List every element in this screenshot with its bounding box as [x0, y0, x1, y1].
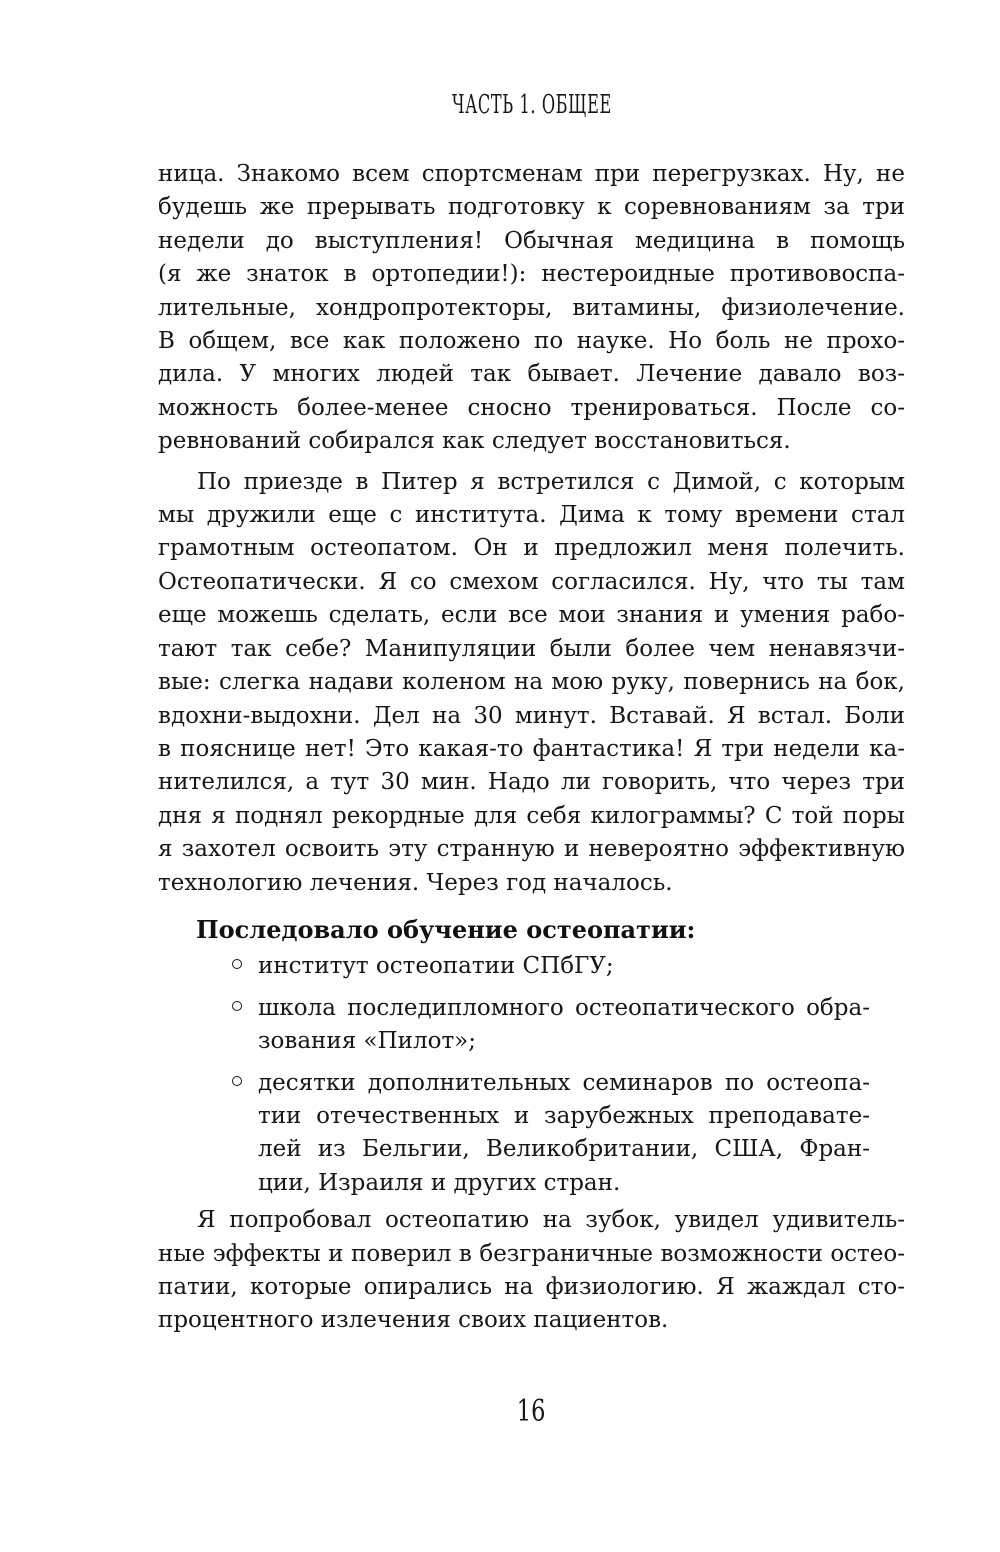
- bullet-item-text: [258, 1067, 870, 1201]
- text-line: лительные, хондропротекторы, витамины, физиолечение.: [158, 294, 905, 321]
- text-line: дила. У многих людей так бывает. Лечение давало воз-: [158, 361, 905, 388]
- list-heading: Последовало обучение остеопатии:: [196, 914, 696, 944]
- text-line: тии отечественных и зарубежных преподавате-: [258, 1102, 870, 1129]
- text-line: процентного излечения своих пациентов.: [158, 1307, 669, 1334]
- text-line: дня я поднял рекордные для себя килограммы? С той поры: [158, 802, 905, 829]
- text-line: ции, Израиля и других стран.: [258, 1169, 621, 1196]
- text-line: В общем, все как положено по науке. Но боль не прохо-: [158, 328, 905, 355]
- text-line: тают так себе? Манипуляции были более чем ненавязчи-: [158, 635, 905, 662]
- text-line: институт остеопатии СПбГУ;: [258, 953, 614, 980]
- bullet-circle-icon: [232, 1001, 242, 1011]
- text-line: лей из Бельгии, Великобритании, США, Фран-: [258, 1136, 870, 1163]
- body-paragraphs: [158, 158, 905, 900]
- bullet-item-text: [258, 950, 870, 983]
- text-block: [158, 158, 905, 1338]
- text-line: Остеопатически. Я со смехом согласился. Ну, что ты там: [158, 568, 905, 595]
- paragraph: [158, 158, 905, 459]
- bullet-list-item: [158, 992, 870, 1059]
- running-header-text: ЧАСТЬ 1. ОБЩЕЕ: [451, 90, 612, 120]
- bullet-list: [158, 950, 905, 1200]
- bullet-list-item: [158, 1067, 870, 1201]
- text-line: По приезде в Питер я встретился с Димой, с которым: [197, 468, 905, 495]
- text-line: ница. Знакомо всем спортсменам при перегрузках. Ну, не: [158, 161, 905, 187]
- running-header: [158, 90, 905, 120]
- paragraph: [158, 1204, 905, 1338]
- text-line: десятки дополнительных семинаров по остеопа-: [258, 1069, 870, 1096]
- text-line: ные эффекты и поверил в безграничные возможности остео-: [158, 1240, 905, 1267]
- bullet-circle-icon: [232, 959, 242, 969]
- text-line: Я попробовал остеопатию на зубок, увидел удивитель-: [197, 1207, 905, 1234]
- text-line: будешь же прерывать подготовку к соревнованиям за три: [158, 194, 905, 221]
- text-line: нителился, а тут 30 мин. Надо ли говорить, что через три: [158, 769, 905, 796]
- paragraph: [158, 466, 905, 900]
- page-number-text: 16: [517, 1394, 546, 1429]
- closing-paragraph-wrap: [158, 1204, 905, 1338]
- text-line: вые: слегка надави коленом на мою руку, повернись на бок,: [158, 669, 905, 696]
- bullet-list-item: [158, 950, 870, 983]
- text-line: (я же знаток в ортопедии!): нестероидные противовоспа-: [158, 261, 905, 288]
- text-line: я захотел освоить эту странную и невероятно эффективную: [158, 836, 905, 863]
- text-line: мы дружили еще с института. Дима к тому времени стал: [158, 502, 905, 529]
- text-line: еще можешь сделать, если все мои знания и умения рабо-: [158, 602, 905, 629]
- text-line: можность более-менее сносно тренироваться. После со-: [158, 394, 905, 421]
- text-line: грамотным остеопатом. Он и предложил меня полечить.: [158, 535, 905, 562]
- text-line: школа последипломного остеопатического обра-: [258, 994, 870, 1021]
- page-number: [158, 1395, 905, 1429]
- text-line: патии, которые опирались на физиологию. Я жаждал сто-: [158, 1274, 905, 1300]
- text-line: вдохни-выдохни. Дел на 30 минут. Вставай. Я встал. Боли: [158, 702, 905, 729]
- text-line: ревнований собирался как следует восстановиться.: [158, 428, 791, 455]
- text-line: технологию лечения. Через год началось.: [158, 869, 673, 896]
- text-line: недели до выступления! Обычная медицина в помощь: [158, 227, 905, 254]
- bullet-item-text: [258, 992, 870, 1059]
- bullet-circle-icon: [232, 1076, 242, 1086]
- text-line: в пояснице нет! Это какая-то фантастика! Я три недели ка-: [158, 735, 905, 762]
- text-line: зования «Пилот»;: [258, 1028, 476, 1055]
